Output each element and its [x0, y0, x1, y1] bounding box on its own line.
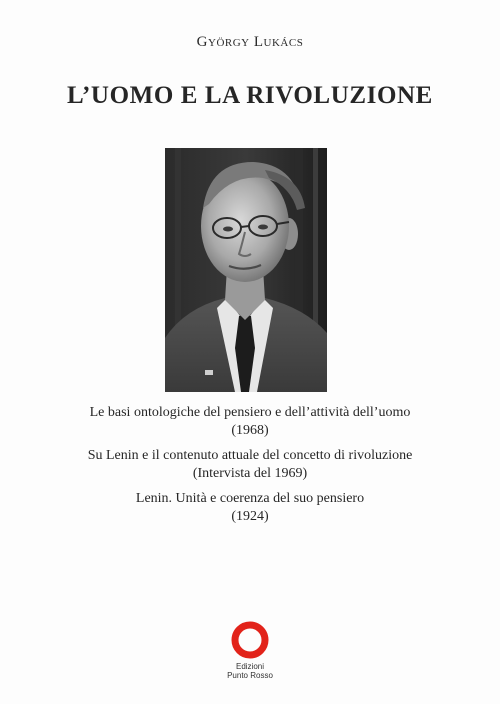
work-date: (1968): [231, 423, 269, 438]
publisher-line-1: Edizioni: [235, 662, 264, 671]
work-item: [0, 447, 500, 483]
work-item: [0, 490, 500, 526]
book-title: L’UOMO E LA RIVOLUZIONE: [67, 82, 433, 109]
publisher-name: [222, 662, 278, 680]
publisher-line-2: Punto Rosso: [227, 671, 273, 680]
work-item: [0, 404, 500, 440]
work-date: (Intervista del 1969): [192, 466, 308, 481]
author-name: György Lukács: [196, 34, 304, 50]
work-date: (1924): [231, 509, 269, 524]
portrait-image: [165, 148, 327, 392]
works-list: [0, 404, 500, 533]
publisher-logo: [222, 620, 278, 700]
red-ring-logo-icon: [230, 620, 270, 660]
author-portrait: [165, 148, 327, 392]
work-title: Lenin. Unità e coerenza del suo pensiero: [135, 491, 365, 506]
work-title: Le basi ontologiche del pensiero e dell’attività dell’uomo: [89, 405, 411, 420]
work-title: Su Lenin e il contenuto attuale del concetto di rivoluzione: [87, 448, 413, 463]
